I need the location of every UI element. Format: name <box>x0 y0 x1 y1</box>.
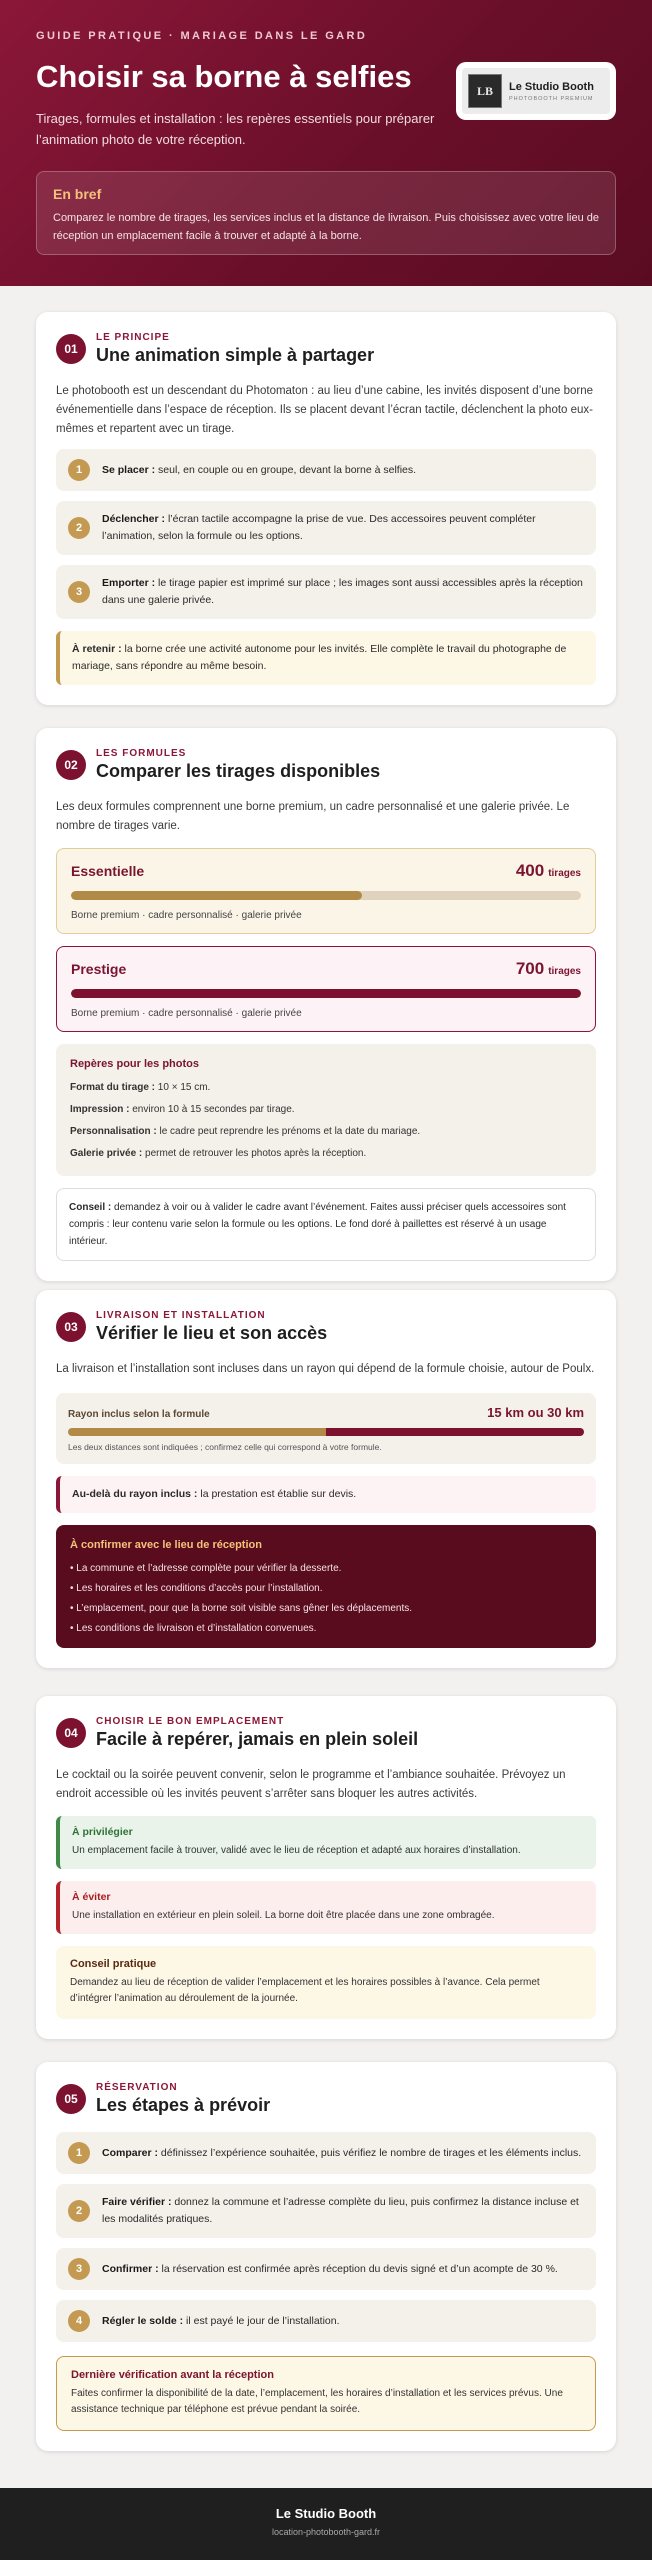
spec-label: Impression : <box>70 1104 130 1115</box>
step-label: Régler le solde : <box>102 2314 184 2327</box>
spec-label: Personnalisation : <box>70 1126 157 1137</box>
step-desc: le tirage papier est imprimé sur place ; les images sont aussi accessibles après la réception dans une galerie privée. <box>102 577 583 606</box>
advice-text: demandez à voir ou à valider le cadre avant l’événement. Faites aussi préciser quels accessoires sont compris : leur contenu varie selon la formule ou les options. Le fond doré à paillettes est réservé à un usage intérieur. <box>69 1202 566 1247</box>
section-location <box>36 1696 616 2039</box>
plan-prints-count: 700 <box>515 959 545 978</box>
logo-name: Le Studio Booth <box>509 80 594 93</box>
step-number: 3 <box>68 581 90 603</box>
step-desc: seul, en couple ou en groupe, devant la borne à selfies. <box>155 463 417 476</box>
footer-website-link[interactable]: location-photobooth-gard.fr <box>271 2527 381 2537</box>
section-kicker: RÉSERVATION <box>96 2082 178 2093</box>
range-bar <box>68 1428 584 1436</box>
plan-name: Prestige <box>71 961 127 977</box>
step-item <box>56 2248 596 2290</box>
section-titles <box>96 2082 270 2116</box>
note-label: À retenir : <box>72 643 122 655</box>
spec-value: environ 10 à 15 secondes par tirage. <box>129 1104 295 1115</box>
avoid-box <box>56 1881 596 1934</box>
plan-features: Borne premium · cadre personnalisé · galerie privée <box>71 910 302 921</box>
range-label: Rayon inclus selon la formule <box>68 1409 210 1420</box>
section-number: 01 <box>56 334 86 364</box>
step-desc: la réservation est confirmée après réception du devis signé et d’un acompte de 30 %. <box>158 2262 558 2275</box>
spec-line <box>70 1080 582 1096</box>
step-desc: l’écran tactile accompagne la prise de vue. Des accessoires peuvent compléter l’animation, selon la formule ou les options. <box>102 513 536 542</box>
step-item <box>56 449 596 491</box>
spec-value: 10 × 15 cm. <box>155 1082 211 1093</box>
section-number: 02 <box>56 750 86 780</box>
spec-line <box>70 1146 582 1162</box>
note-text: la prestation est établie sur devis. <box>197 1488 357 1500</box>
plan-header <box>71 861 581 881</box>
final-check-text: Faites confirmer la disponibilité de la date, l’emplacement, les horaires d’installation et les services prévus. Une assistance technique par téléphone est prévue pendant la soirée. <box>71 2388 563 2415</box>
step-text <box>102 511 584 545</box>
advice-label: Conseil : <box>69 1202 112 1213</box>
section-principle <box>36 312 616 705</box>
note-text: la borne crée une activité autonome pour les invités. Elle complète le travail du photographe de mariage, sans répondre au même besoin. <box>72 643 567 672</box>
plan-header <box>71 959 581 979</box>
advice-box <box>56 1188 596 1261</box>
section-intro: La livraison et l’installation sont incluses dans un rayon qui dépend de la formule choisie, autour de Poulx. <box>56 1363 595 1375</box>
section-number: 04 <box>56 1718 86 1748</box>
plan-card-prestige[interactable] <box>56 946 596 1032</box>
section-intro: Les deux formules comprennent une borne premium, un cadre personnalisé et une galerie privée. Le nombre de tirages varie. <box>56 801 570 832</box>
plan-prints <box>516 861 581 881</box>
section-titles <box>96 1310 327 1344</box>
section-kicker: LES FORMULES <box>96 748 187 759</box>
section-booking <box>36 2062 616 2451</box>
section-title: Une animation simple à partager <box>96 345 375 365</box>
section-title: Facile à repérer, jamais en plein soleil <box>96 1729 419 1749</box>
step-item <box>56 2184 596 2238</box>
step-item <box>56 2132 596 2174</box>
section-intro: Le cocktail ou la soirée peuvent convenir, selon le programme et l’ambiance souhaitée. Prévoyez un endroit accessible où les invités peuvent s’arrêter sans bloquer les autres activités. <box>56 1769 566 1800</box>
step-text <box>102 2145 581 2162</box>
checklist-item: • L’emplacement, pour que la borne soit visible sans gêner les déplacements. <box>70 1603 413 1614</box>
logo-inner <box>462 68 610 114</box>
step-number: 1 <box>68 2142 90 2164</box>
step-text <box>102 2313 340 2330</box>
tip-text: Demandez au lieu de réception de valider l’emplacement et les horaires possibles à l’avance. Cela permet d’intégrer l’animation au déroulement de la journée. <box>70 1977 540 2004</box>
footer-brand: Le Studio Booth <box>275 2506 377 2521</box>
range-header <box>68 1405 584 1420</box>
section-header <box>56 2082 596 2116</box>
step-label: Confirmer : <box>102 2262 159 2275</box>
logo-text <box>509 81 594 102</box>
final-check-title: Dernière vérification avant la réception <box>71 2369 274 2381</box>
section-kicker: CHOISIR LE BON EMPLACEMENT <box>96 1716 285 1727</box>
section-kicker: LIVRAISON ET INSTALLATION <box>96 1310 266 1321</box>
note-label: Au-delà du rayon inclus : <box>72 1488 198 1500</box>
venue-checklist <box>56 1525 596 1648</box>
avoid-text: Une installation en extérieur en plein soleil. La borne doit être placée dans une zone ombragée. <box>72 1910 495 1921</box>
step-label: Déclencher : <box>102 513 166 525</box>
checklist-item: • Les conditions de livraison et d’installation convenues. <box>70 1623 317 1634</box>
spec-line <box>70 1102 582 1118</box>
hero-subtitle: Tirages, formules et installation : les repères essentiels pour préparer l’animation photo de votre réception. <box>36 111 435 147</box>
plan-prints-count: 400 <box>515 861 545 880</box>
step-desc: donnez la commune et l’adresse complète du lieu, puis confirmez la distance incluse et les modalités pratiques. <box>102 2196 579 2225</box>
range-note: Les deux distances sont indiquées ; confirmez celle qui correspond à votre formule. <box>68 1442 382 1452</box>
step-text <box>102 2261 558 2278</box>
section-titles <box>96 332 374 366</box>
step-label: Se placer : <box>102 463 156 476</box>
favor-text: Un emplacement facile à trouver, validé avec le lieu de réception et adapté aux horaires d’installation. <box>72 1845 521 1856</box>
range-bar-30km <box>326 1428 584 1436</box>
section-title: Comparer les tirages disponibles <box>96 761 381 781</box>
range-bar-15km <box>68 1428 326 1436</box>
section-header <box>56 1716 596 1750</box>
plan-card-essentielle[interactable] <box>56 848 596 934</box>
section-header <box>56 748 596 782</box>
plan-prints-unit: tirages <box>548 868 581 879</box>
plan-prints-unit: tirages <box>548 966 581 977</box>
step-label: Emporter : <box>102 577 156 589</box>
plan-prints <box>516 959 581 979</box>
step-number: 4 <box>68 2310 90 2332</box>
step-label: Faire vérifier : <box>102 2196 172 2208</box>
step-item <box>56 2300 596 2342</box>
key-takeaway-note <box>56 631 596 685</box>
step-desc: définissez l’expérience souhaitée, puis vérifiez le nombre de tirages et les éléments inclus. <box>158 2146 582 2159</box>
spec-value: le cadre peut reprendre les prénoms et la date du mariage. <box>156 1126 421 1137</box>
prints-bar <box>71 891 581 900</box>
prints-bar <box>71 989 581 998</box>
section-delivery <box>36 1290 616 1668</box>
favor-box <box>56 1816 596 1869</box>
plan-features: Borne premium · cadre personnalisé · galerie privée <box>71 1008 302 1019</box>
section-header <box>56 1310 596 1344</box>
section-number: 05 <box>56 2084 86 2114</box>
summary-title: En bref <box>53 186 102 202</box>
section-kicker: LE PRINCIPE <box>96 332 170 343</box>
step-number: 2 <box>68 2200 90 2222</box>
favor-title: À privilégier <box>72 1826 133 1838</box>
step-text <box>102 2194 584 2228</box>
section-title: Vérifier le lieu et son accès <box>96 1323 328 1343</box>
step-number: 3 <box>68 2258 90 2280</box>
summary-text: Comparez le nombre de tirages, les services inclus et la distance de livraison. Puis choisissez avec votre lieu de réception un emplacement facile à trouver et adapté à la borne. <box>53 212 599 242</box>
section-titles <box>96 1716 418 1750</box>
logo-tagline: PHOTOBOOTH PREMIUM <box>509 95 594 102</box>
section-titles <box>96 748 380 782</box>
section-intro: Le photobooth est un descendant du Photomaton : au lieu d’une cabine, les invités disposent d’une borne événementielle dans l’espace de réception. Ils se placent devant l’écran tactile, déclenchent la photo eux-mêmes et repartent avec un tirage. <box>56 385 594 435</box>
step-item <box>56 565 596 619</box>
step-text <box>102 462 416 479</box>
prints-bar-fill <box>71 989 581 998</box>
spec-label: Galerie privée : <box>70 1148 143 1159</box>
section-header <box>56 332 596 366</box>
page-title: Choisir sa borne à selfies <box>36 59 412 94</box>
tip-title: Conseil pratique <box>70 1958 157 1970</box>
photo-specs-box <box>56 1044 596 1176</box>
checklist-title: À confirmer avec le lieu de réception <box>70 1539 262 1551</box>
spec-line <box>70 1124 582 1140</box>
section-number: 03 <box>56 1312 86 1342</box>
step-desc: il est payé le jour de l’installation. <box>183 2314 340 2327</box>
step-number: 1 <box>68 459 90 481</box>
logo-mark: LB <box>468 74 502 108</box>
final-check-box <box>56 2356 596 2431</box>
section-title: Les étapes à prévoir <box>96 2095 271 2115</box>
avoid-title: À éviter <box>72 1891 111 1903</box>
range-value: 15 km ou 30 km <box>487 1405 584 1420</box>
checklist-item: • La commune et l’adresse complète pour vérifier la desserte. <box>70 1563 342 1574</box>
photo-specs-title: Repères pour les photos <box>70 1058 199 1070</box>
hero-kicker: GUIDE PRATIQUE · MARIAGE DANS LE GARD <box>36 30 368 42</box>
section-plans <box>36 728 616 1281</box>
step-label: Comparer : <box>102 2146 159 2159</box>
spec-value: permet de retrouver les photos après la réception. <box>142 1148 367 1159</box>
practical-tip-box <box>56 1946 596 2019</box>
step-text <box>102 575 584 609</box>
footer <box>0 2488 652 2560</box>
step-number: 2 <box>68 517 90 539</box>
beyond-range-note <box>56 1476 596 1513</box>
checklist-item: • Les horaires et les conditions d’accès pour l’installation. <box>70 1583 323 1594</box>
plan-name: Essentielle <box>71 863 145 879</box>
summary-box <box>36 171 616 255</box>
hero-header <box>0 0 652 286</box>
spec-label: Format du tirage : <box>70 1082 156 1093</box>
prints-bar-fill <box>71 891 362 900</box>
delivery-range-box <box>56 1393 596 1464</box>
step-item <box>56 501 596 555</box>
brand-logo[interactable] <box>456 62 616 120</box>
